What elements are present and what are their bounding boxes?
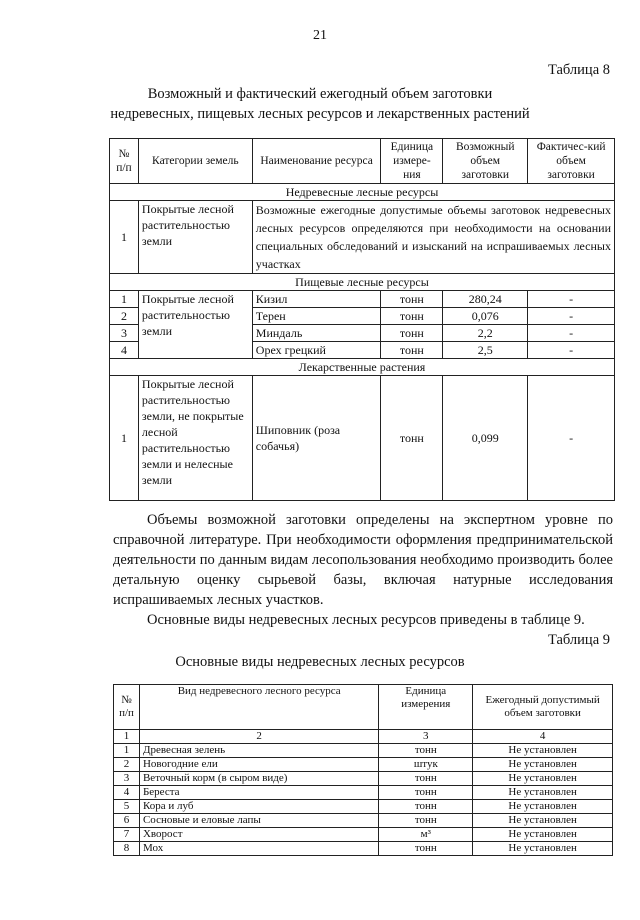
table9-row (114, 744, 613, 758)
table8-cell-category: Покрытые лесной растительностью земли, не покрытые лесной растительностью земли и нелесные земли (138, 376, 252, 501)
table9-index-cell: 3 (379, 730, 473, 744)
table8-cell-possible: 2,5 (443, 342, 528, 359)
table8-title (0, 84, 640, 124)
table8-cell-possible: 2,2 (443, 325, 528, 342)
table8-section-row (110, 184, 615, 201)
table9-row (114, 758, 613, 772)
table9-index-cell: 2 (139, 730, 378, 744)
table8-cell-actual: - (528, 342, 615, 359)
table8-cell-actual: - (528, 291, 615, 308)
table8-header-resource: Наименование ресурса (252, 139, 381, 184)
table8-cell-num: 4 (110, 342, 139, 359)
table9-header-resource: Вид недревесного лесного ресурса (139, 685, 378, 730)
table8-cell-category: Покрытые лесной растительностью земли (138, 201, 252, 274)
table9-header-row (114, 685, 613, 730)
table9-row (114, 828, 613, 842)
table8-cell-resource: Орех грецкий (252, 342, 381, 359)
table9-index-cell: 4 (473, 730, 613, 744)
table9-index-cell: 1 (114, 730, 140, 744)
table9-cell-resource: Древесная зелень (139, 744, 378, 758)
table9-cell-num: 1 (114, 744, 140, 758)
table8-header-row (110, 139, 615, 184)
table9-cell-volume: Не установлен (473, 828, 613, 842)
table9-cell-volume: Не установлен (473, 758, 613, 772)
table9-cell-volume: Не установлен (473, 744, 613, 758)
table8-section-row (110, 274, 615, 291)
table8-cell-actual: - (528, 325, 615, 342)
table8-cell-unit: тонн (381, 342, 443, 359)
table9-cell-resource: Береста (139, 786, 378, 800)
table8-cell-note: Возможные ежегодные допустимые объемы заготовок недревесных лесных ресурсов определяются при необходимости на основании специальных обследований и изысканий на испрашиваемых лесных участках (252, 201, 614, 274)
table9-cell-unit: тонн (379, 744, 473, 758)
table9-cell-resource: Сосновые и еловые лапы (139, 814, 378, 828)
table9-cell-resource: Новогодние ели (139, 758, 378, 772)
table9-title: Основные виды недревесных лесных ресурсов (175, 654, 465, 670)
table8-header-unit: Единица измере-ния (381, 139, 443, 184)
paragraph-1: Объемы возможной заготовки определены на экспертном уровне по справочной литературе. При необходимости оформления предпринимательской деятельности по данным видам лесопользования необходимо производить более детальную оценку сырьевой базы, включая натурные исследования испрашиваемых лесных участков. (113, 512, 613, 608)
table8-cell-num: 1 (110, 201, 139, 274)
table9-cell-unit: тонн (379, 772, 473, 786)
table9-cell-num: 6 (114, 814, 140, 828)
table9-cell-resource: Мох (139, 842, 378, 856)
table9-cell-unit: тонн (379, 786, 473, 800)
table9-cell-num: 8 (114, 842, 140, 856)
table8-cell-num: 1 (110, 291, 139, 308)
table8-cell-category: Покрытые лесной растительностью земли (138, 291, 252, 359)
table9-cell-num: 2 (114, 758, 140, 772)
table9-header-volume: Ежегодный допустимый объем заготовки (473, 685, 613, 730)
table9-cell-volume: Не установлен (473, 786, 613, 800)
table9-cell-volume: Не установлен (473, 800, 613, 814)
table8 (109, 138, 615, 501)
table8-cell-num: 2 (110, 308, 139, 325)
table9-row (114, 786, 613, 800)
table9-label: Таблица 9 (547, 632, 610, 648)
table8-cell-possible: 280,24 (443, 291, 528, 308)
table9-cell-resource: Хворост (139, 828, 378, 842)
table9-row (114, 814, 613, 828)
table9-cell-num: 5 (114, 800, 140, 814)
table8-label: Таблица 8 (547, 62, 610, 78)
table8-header-possible: Возможный объем заготовки (443, 139, 528, 184)
table9-cell-volume: Не установлен (473, 814, 613, 828)
table8-title-line1: Возможный и фактический ежегодный объем заготовки (147, 86, 493, 102)
table9-header-num: № п/п (114, 685, 140, 730)
table9-cell-volume: Не установлен (473, 842, 613, 856)
table8-cell-actual: - (528, 308, 615, 325)
table9 (113, 684, 613, 856)
body-text (113, 510, 613, 630)
table9-cell-unit: тонн (379, 842, 473, 856)
table9-cell-num: 3 (114, 772, 140, 786)
table8-cell-actual: - (528, 376, 615, 501)
table8-cell-num: 3 (110, 325, 139, 342)
table9-index-row (114, 730, 613, 744)
table8-cell-unit: тонн (381, 291, 443, 308)
table8-cell-resource: Шиповник (роза собачья) (252, 376, 381, 501)
table9-cell-num: 7 (114, 828, 140, 842)
table8-header-category: Категории земель (138, 139, 252, 184)
table8-cell-unit: тонн (381, 308, 443, 325)
table9-cell-unit: тонн (379, 800, 473, 814)
table8-header-actual: Фактичес-кий объем заготовки (528, 139, 615, 184)
table9-header-unit: Единица измерения (379, 685, 473, 730)
table9-cell-unit: штук (379, 758, 473, 772)
table8-section3-title: Лекарственные растения (110, 359, 615, 376)
table8-header-num: № п/п (110, 139, 139, 184)
table8-title-line2: недревесных, пищевых лесных ресурсов и лекарственных растений (110, 106, 530, 122)
table8-cell-num: 1 (110, 376, 139, 501)
table8-cell-unit: тонн (381, 376, 443, 501)
table8-section1-title: Недревесные лесные ресурсы (110, 184, 615, 201)
table8-row (110, 291, 615, 308)
table9-cell-resource: Кора и луб (139, 800, 378, 814)
table9-cell-unit: м³ (379, 828, 473, 842)
table9-row (114, 800, 613, 814)
table8-row (110, 376, 615, 501)
table8-cell-resource: Терен (252, 308, 381, 325)
table8-cell-possible: 0,099 (443, 376, 528, 501)
table8-cell-resource: Миндаль (252, 325, 381, 342)
table8-row (110, 201, 615, 274)
table9-cell-volume: Не установлен (473, 772, 613, 786)
table8-section2-title: Пищевые лесные ресурсы (110, 274, 615, 291)
table9-row (114, 842, 613, 856)
table8-cell-resource: Кизил (252, 291, 381, 308)
table8-cell-unit: тонн (381, 325, 443, 342)
table9-row (114, 772, 613, 786)
table9-cell-resource: Веточный корм (в сыром виде) (139, 772, 378, 786)
paragraph-2: Основные виды недревесных лесных ресурсов приведены в таблице 9. (147, 612, 585, 628)
table9-cell-unit: тонн (379, 814, 473, 828)
page-number: 21 (313, 28, 327, 43)
table8-cell-possible: 0,076 (443, 308, 528, 325)
table9-cell-num: 4 (114, 786, 140, 800)
table8-section-row (110, 359, 615, 376)
